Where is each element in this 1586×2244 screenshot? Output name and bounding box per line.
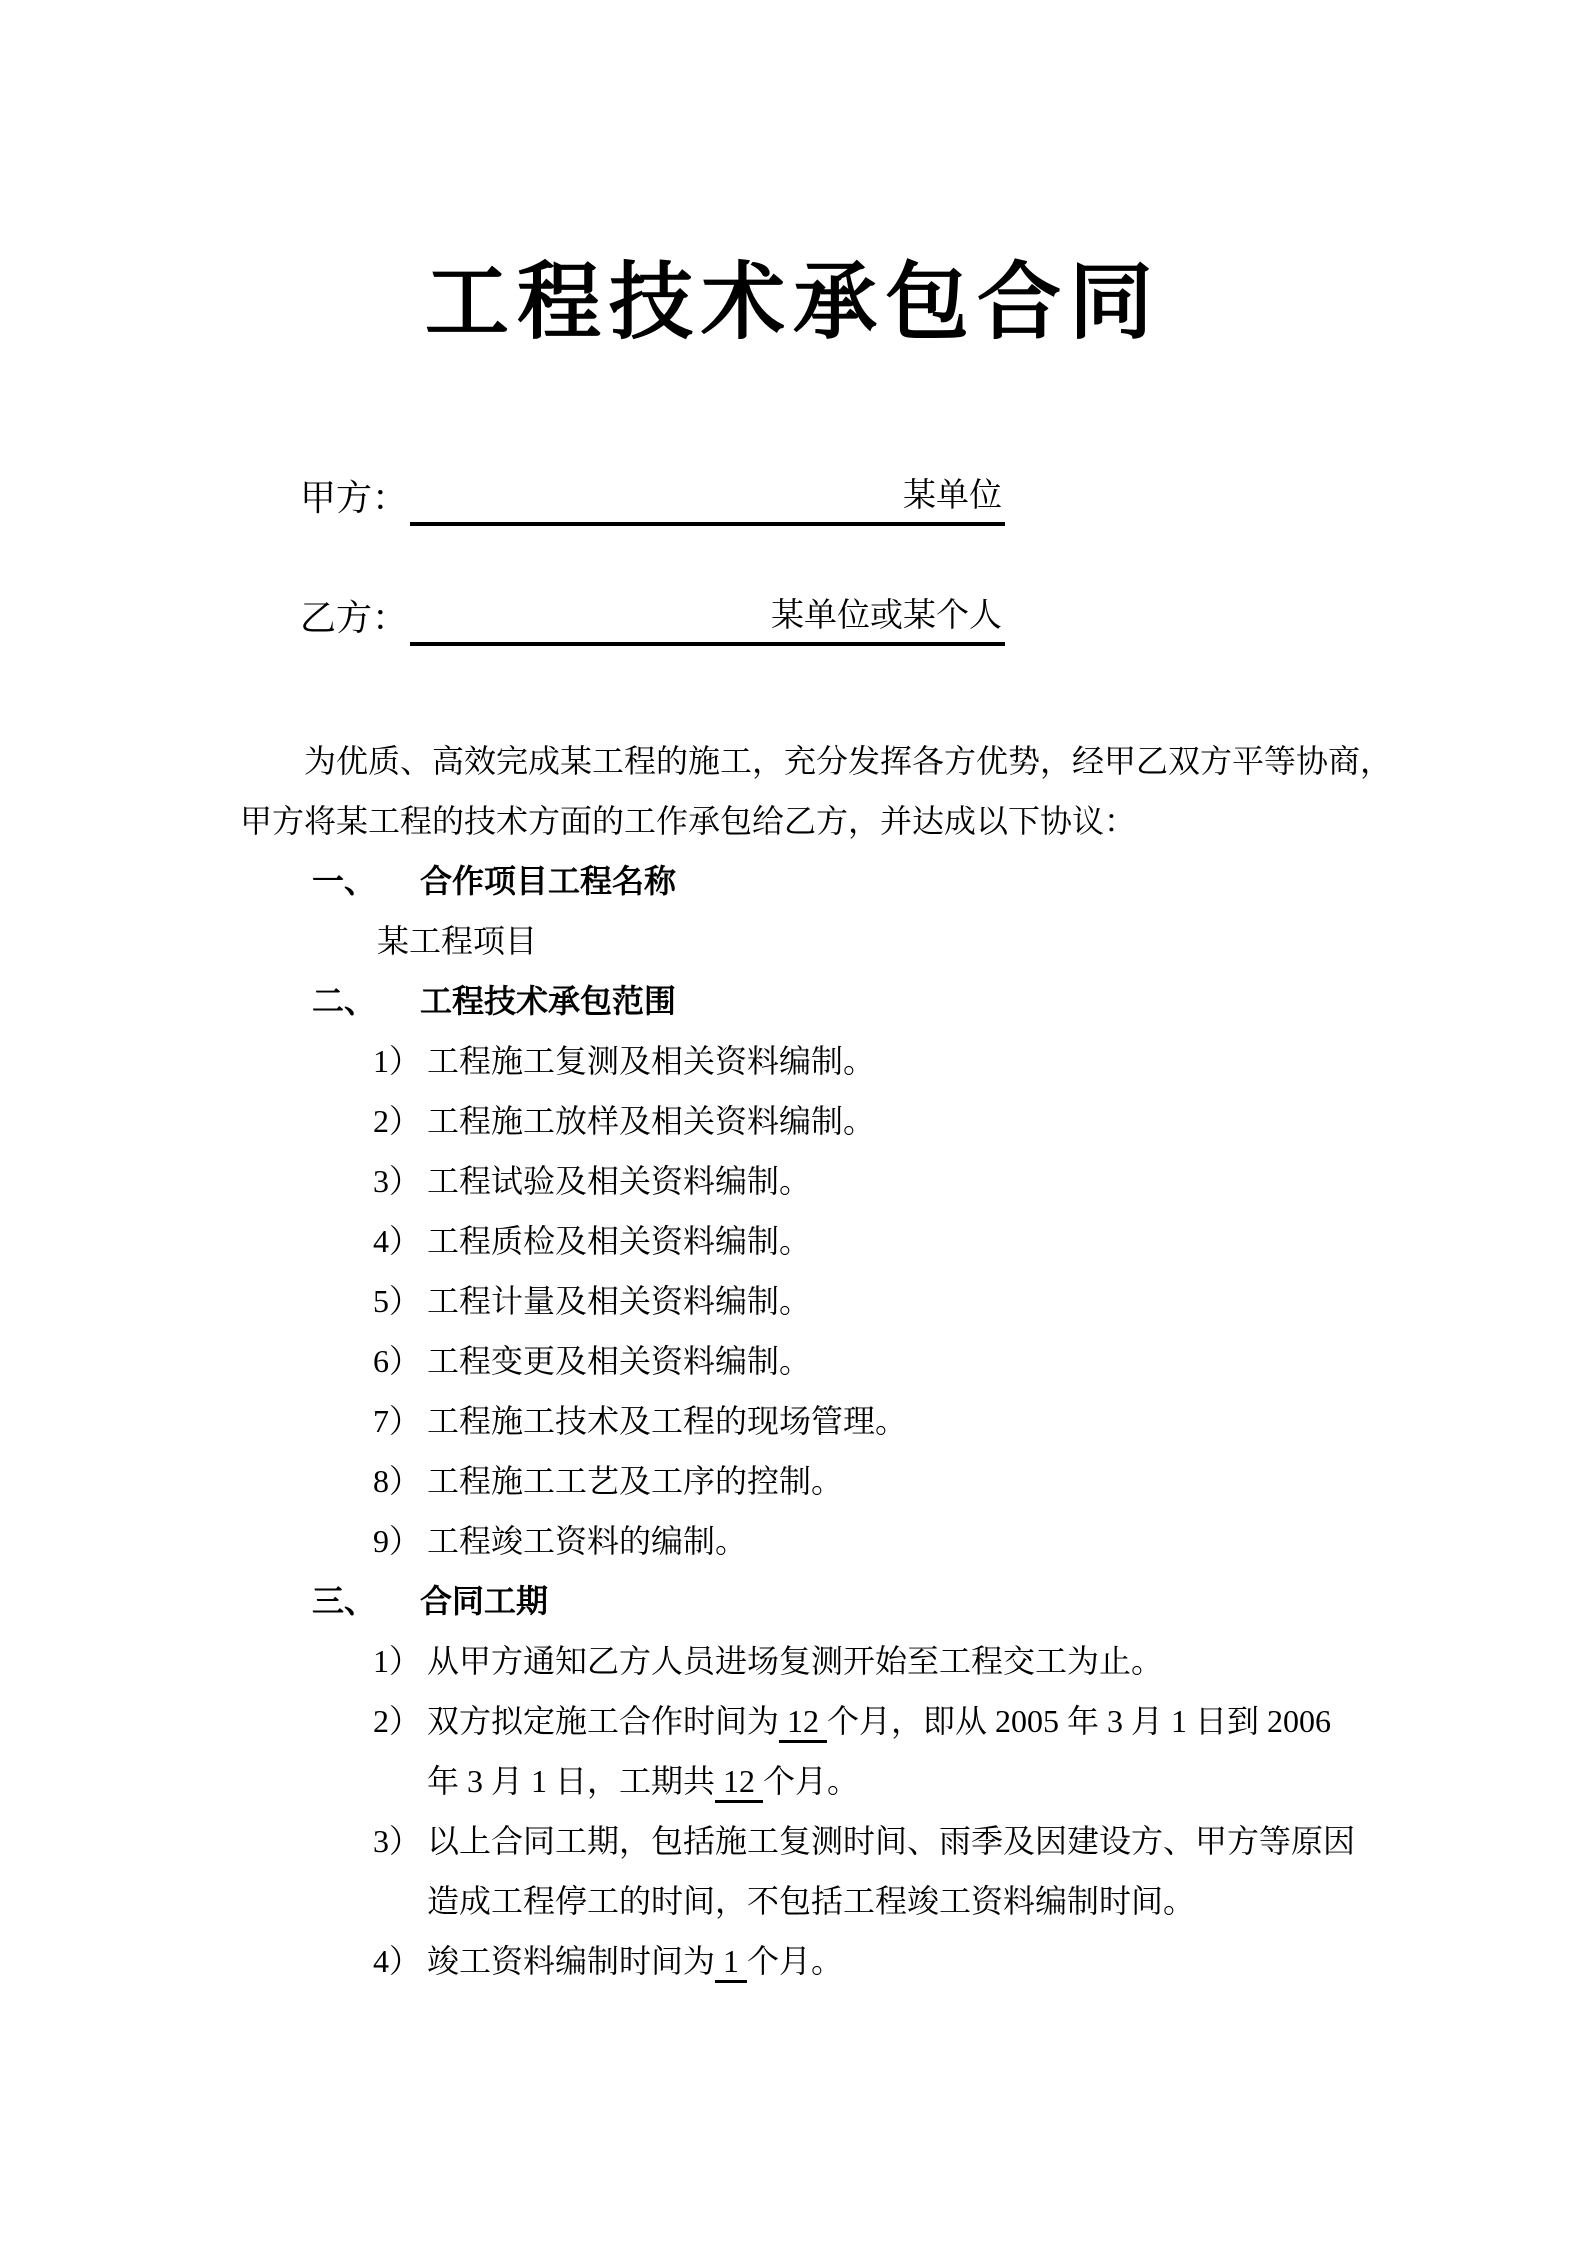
party-b-blank-line [410, 590, 1005, 646]
text-segment: 工程施工技术及工程的现场管理。 [427, 1403, 908, 1439]
list-item [240, 1631, 1386, 1691]
section-title: 合同工期 [420, 1583, 549, 1619]
party-b-value: 某单位或某个人 [771, 598, 1003, 634]
section [240, 1571, 1386, 1991]
list-item [240, 1391, 1386, 1451]
list-item-number: 9） [373, 1523, 422, 1559]
section [240, 851, 1386, 971]
section-title: 合作项目工程名称 [420, 863, 677, 899]
list-item-line [373, 1091, 1386, 1151]
list-item-line [373, 1691, 1386, 1751]
list-item [240, 1271, 1386, 1331]
list-item [240, 1691, 1386, 1811]
list-item-line [373, 1631, 1386, 1691]
list-item-line [373, 1331, 1386, 1391]
intro-line: 甲方将某工程的技术方面的工作承包给乙方，并达成以下协议： [240, 803, 1137, 839]
text-segment: 双方拟定施工合作时间为 [427, 1703, 780, 1739]
list-item-line [373, 1391, 1386, 1451]
text-segment: 竣工资料编制时间为 [427, 1943, 716, 1979]
text-segment: 年 3 月 1 日，工期共 [427, 1763, 716, 1799]
text-segment: 造成工程停工的时间，不包括工程竣工资料编制时间。 [427, 1883, 1196, 1919]
list-item [240, 1151, 1386, 1211]
text-segment: 以上合同工期，包括施工复测时间、雨季及因建设方、甲方等原因 [427, 1823, 1356, 1859]
underlined-blank-value: 12 [715, 1763, 763, 1803]
text-segment: 工程施工放样及相关资料编制。 [427, 1103, 876, 1139]
list-item-number: 3） [373, 1823, 422, 1859]
section-heading [240, 971, 1386, 1031]
text-segment: 工程质检及相关资料编制。 [427, 1223, 812, 1259]
list-item-line [373, 1031, 1386, 1091]
party-b-row [300, 590, 1346, 646]
intro-line: 为优质、高效完成某工程的施工，充分发挥各方优势，经甲乙双方平等协商， [304, 743, 1393, 779]
text-segment: 个月。 [763, 1763, 860, 1799]
text-segment: 工程施工工艺及工序的控制。 [427, 1463, 844, 1499]
text-segment: 工程变更及相关资料编制。 [427, 1343, 812, 1379]
underlined-blank-value: 12 [779, 1703, 827, 1743]
section-number: 一、 [312, 863, 377, 899]
party-a-label: 甲方： [300, 478, 409, 518]
list-item-line [373, 1451, 1386, 1511]
section-number: 三、 [312, 1583, 377, 1619]
contract-body [240, 731, 1393, 1991]
list-item-number: 4） [373, 1943, 422, 1979]
list-item-line [373, 1811, 1386, 1871]
list-item-line [373, 1271, 1386, 1331]
list-item-line [373, 1931, 1386, 1991]
list-item-line [373, 1151, 1386, 1211]
text-segment: 工程竣工资料的编制。 [427, 1523, 748, 1559]
party-a-blank-line [410, 470, 1005, 526]
section-number: 二、 [312, 983, 377, 1019]
list-item [240, 1511, 1386, 1571]
sections-container [240, 851, 1386, 1991]
list-item-continuation-line [427, 1751, 1386, 1811]
list-item-line [373, 1511, 1386, 1571]
list-item-line [373, 1211, 1386, 1271]
section-heading [240, 1571, 1386, 1631]
text-segment: 工程施工复测及相关资料编制。 [427, 1043, 876, 1079]
list-item-number: 1） [373, 1043, 422, 1079]
list-item-number: 5） [373, 1283, 422, 1319]
list-item [240, 1451, 1386, 1511]
list-item-number: 7） [373, 1403, 422, 1439]
party-a-row [300, 470, 1346, 526]
list-item [240, 1931, 1386, 1991]
list-item [240, 1811, 1386, 1931]
section-paragraph: 某工程项目 [377, 923, 538, 959]
text-segment: 工程试验及相关资料编制。 [427, 1163, 812, 1199]
list-item-number: 2） [373, 1703, 422, 1739]
text-segment: 个月。 [747, 1943, 844, 1979]
list-item [240, 1031, 1386, 1091]
text-segment: 工程计量及相关资料编制。 [427, 1283, 812, 1319]
list-item-number: 4） [373, 1223, 422, 1259]
list-item-number: 3） [373, 1163, 422, 1199]
section-title: 工程技术承包范围 [420, 983, 677, 1019]
section-heading [240, 851, 1386, 911]
text-segment: 个月，即从 2005 年 3 月 1 日到 2006 [827, 1703, 1332, 1739]
list-item-number: 1） [373, 1643, 422, 1679]
list-item [240, 1331, 1386, 1391]
list-item [240, 1091, 1386, 1151]
text-segment: 从甲方通知乙方人员进场复测开始至工程交工为止。 [427, 1643, 1164, 1679]
party-b-label: 乙方： [300, 598, 409, 638]
party-a-value: 某单位 [903, 478, 1003, 514]
list-item-number: 8） [373, 1463, 422, 1499]
list-item [240, 1211, 1386, 1271]
section [240, 971, 1386, 1571]
list-item-number: 6） [373, 1343, 422, 1379]
document-title: 工程技术承包合同 [424, 257, 1161, 350]
list-item-number: 2） [373, 1103, 422, 1139]
intro-paragraph [240, 731, 1393, 851]
underlined-blank-value: 1 [715, 1943, 747, 1983]
list-item-continuation-line [427, 1871, 1386, 1931]
